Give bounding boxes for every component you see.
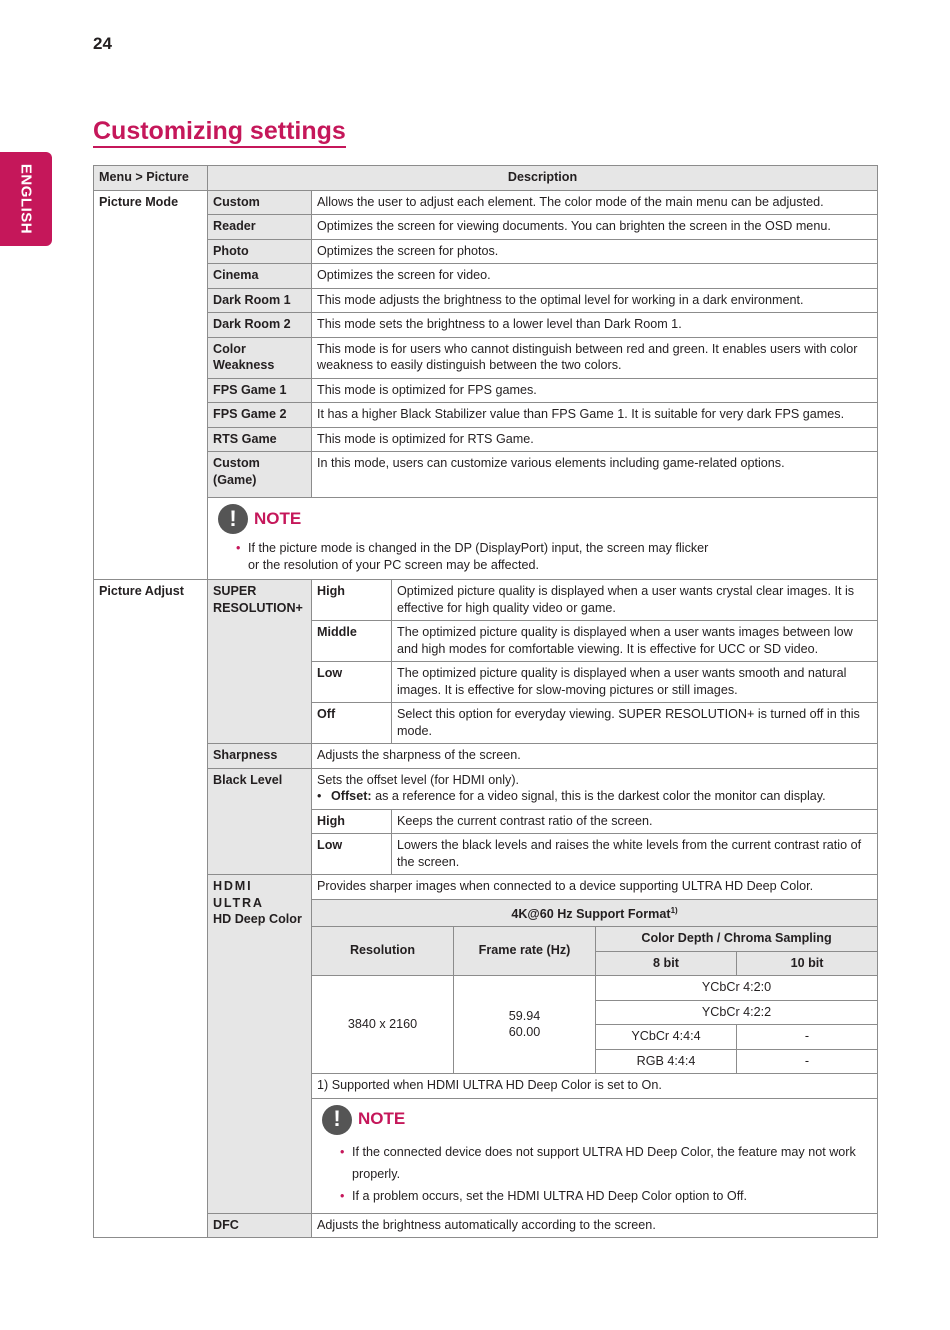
- chroma-cell: YCbCr 4:4:4: [596, 1025, 737, 1050]
- mode-name: Color Weakness: [208, 337, 312, 378]
- framerate-values: [454, 976, 596, 1074]
- black-level-description: [312, 768, 878, 809]
- col-color-depth: Color Depth / Chroma Sampling: [596, 927, 878, 952]
- col-8bit: 8 bit: [596, 951, 737, 976]
- header-description: Description: [208, 166, 878, 191]
- hdmi-description: Provides sharper images when connected to a device supporting ULTRA HD Deep Color.: [312, 875, 878, 900]
- mode-name: FPS Game 2: [208, 403, 312, 428]
- table-row: [94, 378, 878, 403]
- note-list: [322, 1141, 869, 1207]
- black-level-label: Black Level: [208, 768, 312, 875]
- black-level-text: Sets the offset level (for HDMI only).: [317, 772, 520, 787]
- framerate-value: 59.94: [508, 1008, 541, 1023]
- table-row: [94, 452, 878, 498]
- resolution-value: 3840 x 2160: [312, 976, 454, 1074]
- table-row: [94, 264, 878, 289]
- note-item: [236, 540, 869, 573]
- offset-label: Offset:: [331, 789, 372, 803]
- mode-name: Reader: [208, 215, 312, 240]
- chroma-cell: YCbCr 4:2:0: [596, 976, 878, 1001]
- mode-name: Dark Room 1: [208, 288, 312, 313]
- language-side-tab: [0, 152, 52, 246]
- warning-icon: !: [218, 504, 248, 534]
- table-row: [94, 744, 878, 769]
- mode-description: Allows the user to adjust each element. The color mode of the main menu can be adjusted.: [312, 190, 878, 215]
- footnote-marker: 1): [670, 905, 678, 915]
- hdmi-footnote: 1) Supported when HDMI ULTRA HD Deep Color is set to On.: [312, 1074, 878, 1099]
- sharpness-label: Sharpness: [208, 744, 312, 769]
- mode-description: In this mode, users can customize various elements including game-related options.: [312, 452, 878, 498]
- mode-name: Custom (Game): [208, 452, 312, 498]
- framerate-value: 60.00: [508, 1025, 541, 1040]
- mode-description: This mode adjusts the brightness to the optimal level for working in a dark environment.: [312, 288, 878, 313]
- mode-name: Cinema: [208, 264, 312, 289]
- option-name: Low: [312, 834, 392, 875]
- chroma-cell: RGB 4:4:4: [596, 1049, 737, 1074]
- mode-description: This mode is optimized for FPS games.: [312, 378, 878, 403]
- option-name: Middle: [312, 621, 392, 662]
- option-description: Keeps the current contrast ratio of the screen.: [392, 809, 878, 834]
- table-row: [94, 313, 878, 338]
- table-row: [94, 215, 878, 240]
- note-item: • If a problem occurs, set the HDMI ULTRA HD Deep Color option to Off.: [340, 1185, 869, 1207]
- note-list: [218, 540, 869, 573]
- note-header: [322, 1105, 869, 1135]
- mode-description: It has a higher Black Stabilizer value than FPS Game 1. It is suitable for very dark FPS games.: [312, 403, 878, 428]
- option-name: High: [312, 809, 392, 834]
- table-row: [94, 403, 878, 428]
- header-menu: Menu > Picture: [94, 166, 208, 191]
- option-description: Select this option for everyday viewing. SUPER RESOLUTION+ is turned off in this mode.: [392, 703, 878, 744]
- support-format-title: [312, 899, 878, 927]
- picture-mode-note: [208, 498, 878, 580]
- note-item-line: If the picture mode is changed in the DP (DisplayPort) input, the screen may flicker: [248, 541, 709, 555]
- super-resolution-label: SUPER RESOLUTION+: [208, 580, 312, 744]
- language-side-tab-label: ENGLISH: [17, 163, 35, 235]
- mode-description: Optimizes the screen for viewing documents. You can brighten the screen in the OSD menu.: [312, 215, 878, 240]
- mode-name: FPS Game 1: [208, 378, 312, 403]
- option-description: The optimized picture quality is displayed when a user wants smooth and natural images. It is effective for slow-moving pictures or still images.: [392, 662, 878, 703]
- sharpness-description: Adjusts the sharpness of the screen.: [312, 744, 878, 769]
- chroma-cell: -: [737, 1049, 878, 1074]
- warning-icon: !: [322, 1105, 352, 1135]
- chroma-cell: -: [737, 1025, 878, 1050]
- table-row: [94, 768, 878, 809]
- mode-description: This mode is optimized for RTS Game.: [312, 427, 878, 452]
- mode-name: RTS Game: [208, 427, 312, 452]
- hdmi-note: [312, 1098, 878, 1213]
- mode-description: This mode sets the brightness to a lower level than Dark Room 1.: [312, 313, 878, 338]
- mode-description: This mode is for users who cannot distinguish between red and green. It enables users with color weakness to easily distinguish between the two colors.: [312, 337, 878, 378]
- note-label: NOTE: [254, 508, 302, 528]
- hdmi-label-line: HDMI ULTRA: [213, 879, 264, 910]
- option-name: High: [312, 580, 392, 621]
- chroma-cell: YCbCr 4:2:2: [596, 1000, 878, 1025]
- mode-name: Photo: [208, 239, 312, 264]
- table-row: [94, 1213, 878, 1238]
- option-description: The optimized picture quality is displayed when a user wants images between low and high modes for comfortable viewing. It is effective for UCC or SD video.: [392, 621, 878, 662]
- option-description: Optimized picture quality is displayed when a user wants crystal clear images. It is effective for high quality video or game.: [392, 580, 878, 621]
- mode-description: Optimizes the screen for video.: [312, 264, 878, 289]
- hdmi-deep-color-label: [208, 875, 312, 1214]
- page-number: 24: [93, 34, 112, 53]
- bullet-icon: •: [317, 789, 322, 803]
- table-row: [94, 875, 878, 900]
- section-picture-adjust: Picture Adjust: [94, 580, 208, 1238]
- table-row: [94, 580, 878, 621]
- option-name: Off: [312, 703, 392, 744]
- note-header: [218, 504, 869, 534]
- note-row: [94, 498, 878, 580]
- mode-description: Optimizes the screen for photos.: [312, 239, 878, 264]
- section-picture-mode: Picture Mode: [94, 190, 208, 580]
- page-title: Customizing settings: [93, 116, 346, 148]
- settings-table: [93, 165, 878, 1238]
- dfc-label: DFC: [208, 1213, 312, 1238]
- hdmi-label-line: HD Deep Color: [213, 912, 302, 926]
- col-framerate: Frame rate (Hz): [454, 927, 596, 976]
- mode-name: Dark Room 2: [208, 313, 312, 338]
- table-row: [94, 427, 878, 452]
- col-10bit: 10 bit: [737, 951, 878, 976]
- table-row: [94, 337, 878, 378]
- note-label: NOTE: [358, 1109, 406, 1129]
- table-row: [94, 239, 878, 264]
- table-row: [94, 190, 878, 215]
- note-item-line: or the resolution of your PC screen may be affected.: [248, 557, 539, 572]
- mode-name: Custom: [208, 190, 312, 215]
- option-name: Low: [312, 662, 392, 703]
- option-description: Lowers the black levels and raises the white levels from the current contrast ratio of the screen.: [392, 834, 878, 875]
- dfc-description: Adjusts the brightness automatically according to the screen.: [312, 1213, 878, 1238]
- col-resolution: Resolution: [312, 927, 454, 976]
- offset-description: as a reference for a video signal, this is the darkest color the monitor can display.: [375, 789, 826, 803]
- note-item: • If the connected device does not support ULTRA HD Deep Color, the feature may not work properly.: [340, 1141, 869, 1185]
- table-row: [94, 288, 878, 313]
- support-format-text: 4K@60 Hz Support Format: [511, 906, 671, 921]
